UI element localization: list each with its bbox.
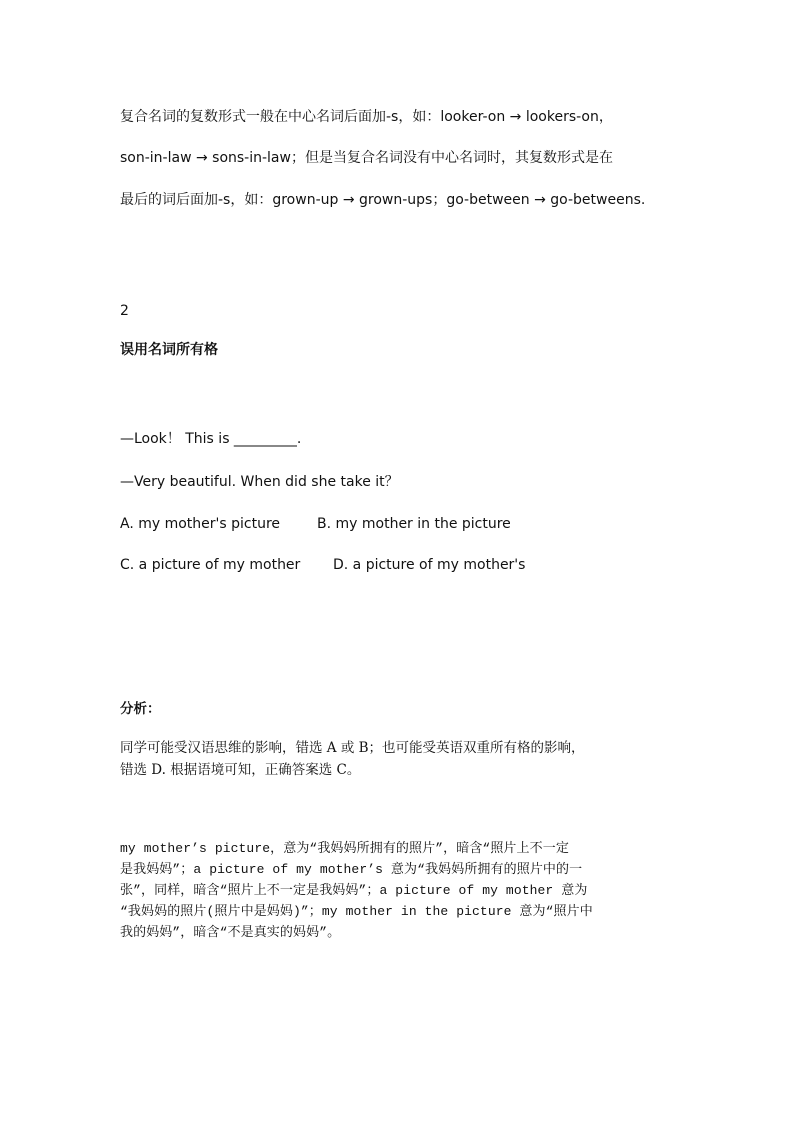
analysis-para1-line-2: 错选 D. 根据语境可知，正确答案选 C。 [120, 762, 361, 778]
analysis-para2-line-5: 我的妈妈”，暗含“不是真实的妈妈”。 [120, 925, 341, 940]
analysis-para2-line-2: 是我妈妈”；a picture of my mother’s 意为“我妈妈所拥有的照片中的一 [120, 862, 583, 877]
analysis-para2-line-3: 张”，同样，暗含“照片上不一定是我妈妈”；a picture of my mother 意为 [120, 883, 588, 898]
analysis-para2-line-4: “我妈妈的照片(照片中是妈妈)”；my mother in the picture 意为“照片中 [120, 904, 593, 919]
section-number: 2 [120, 303, 129, 319]
option-a: A. my mother's picture [120, 516, 281, 532]
analysis-para2-line-1: my mother’s picture，意为“我妈妈所拥有的照片”，暗含“照片上不一定 [120, 841, 569, 856]
intro-line-3: 最后的词后面加-s，如：grown-up → grown-ups；go-between → go-betweens. [120, 192, 646, 208]
analysis-heading: 分析： [120, 701, 161, 717]
options-row-2 [120, 555, 525, 575]
question-line-2: —Very beautiful. When did she take it？ [120, 474, 399, 490]
section-title: 误用名词所有格 [120, 342, 218, 358]
intro-line-1: 复合名词的复数形式一般在中心名词后面加-s，如：looker-on → lookers-on， [120, 109, 613, 125]
options-row-1 [120, 514, 511, 534]
question-line-1: —Look！ This is _________. [120, 431, 302, 447]
option-b: B. my mother in the picture [317, 516, 511, 532]
option-d: D. a picture of my mother's [333, 557, 526, 573]
intro-line-2: son-in-law → sons-in-law；但是当复合名词没有中心名词时，其复数形式是在 [120, 150, 613, 166]
option-c: C. a picture of my mother [120, 557, 301, 573]
analysis-para1-line-1: 同学可能受汉语思维的影响，错选 A 或 B；也可能受英语双重所有格的影响， [120, 740, 585, 756]
